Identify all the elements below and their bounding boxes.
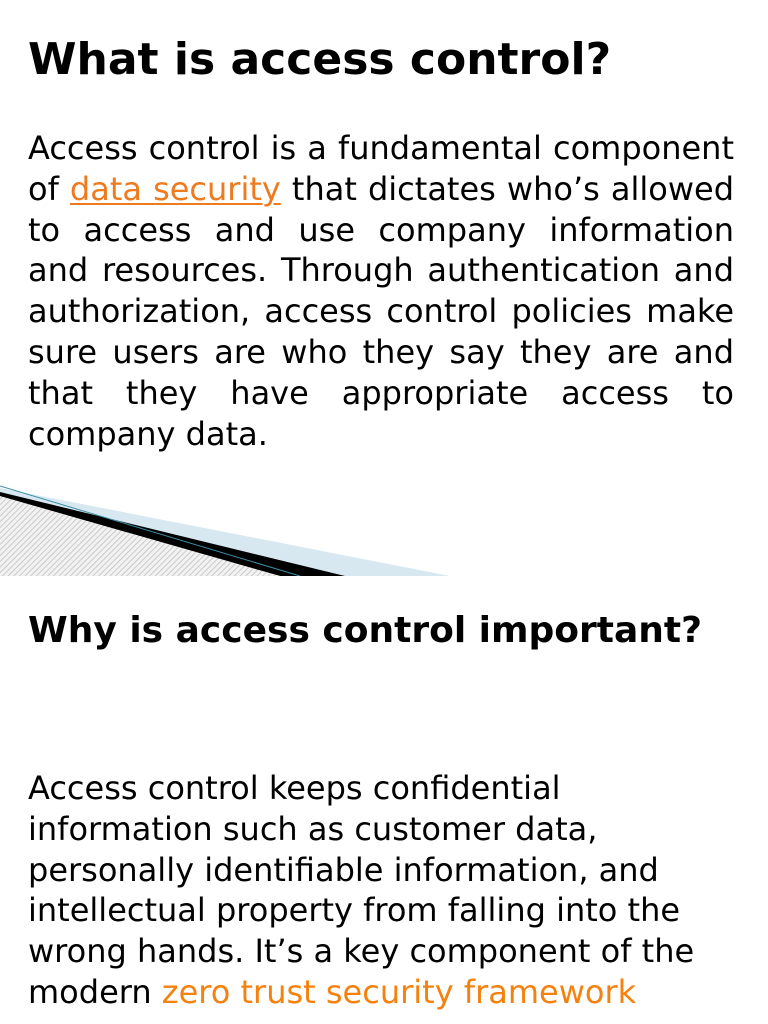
slide-decoration xyxy=(0,476,768,576)
slide-body-text xyxy=(28,768,748,1013)
data-security-link[interactable]: data security xyxy=(69,169,281,208)
body-text: Access control keeps confidential information such as customer data, personally identifiable information, and intellectual property from falling into the wrong hands. It’s a key component of the modern xyxy=(28,769,695,1011)
slide-why-access-control-important xyxy=(0,576,768,1024)
body-text-part-2: that dictates who’s allowed to access and use company information and resources. Through authentication and authorization, access control policies make sure users are who they say they are and that they have appropriate access to company data. xyxy=(28,169,735,453)
body-text-part-1: Access control is a fundamental component of xyxy=(28,129,734,208)
slide-title: What is access control? xyxy=(28,34,612,85)
slide-title: Why is access control important? xyxy=(28,610,703,651)
slide-body-text xyxy=(28,128,734,454)
zero-trust-link[interactable]: zero trust security framework xyxy=(161,972,637,1011)
